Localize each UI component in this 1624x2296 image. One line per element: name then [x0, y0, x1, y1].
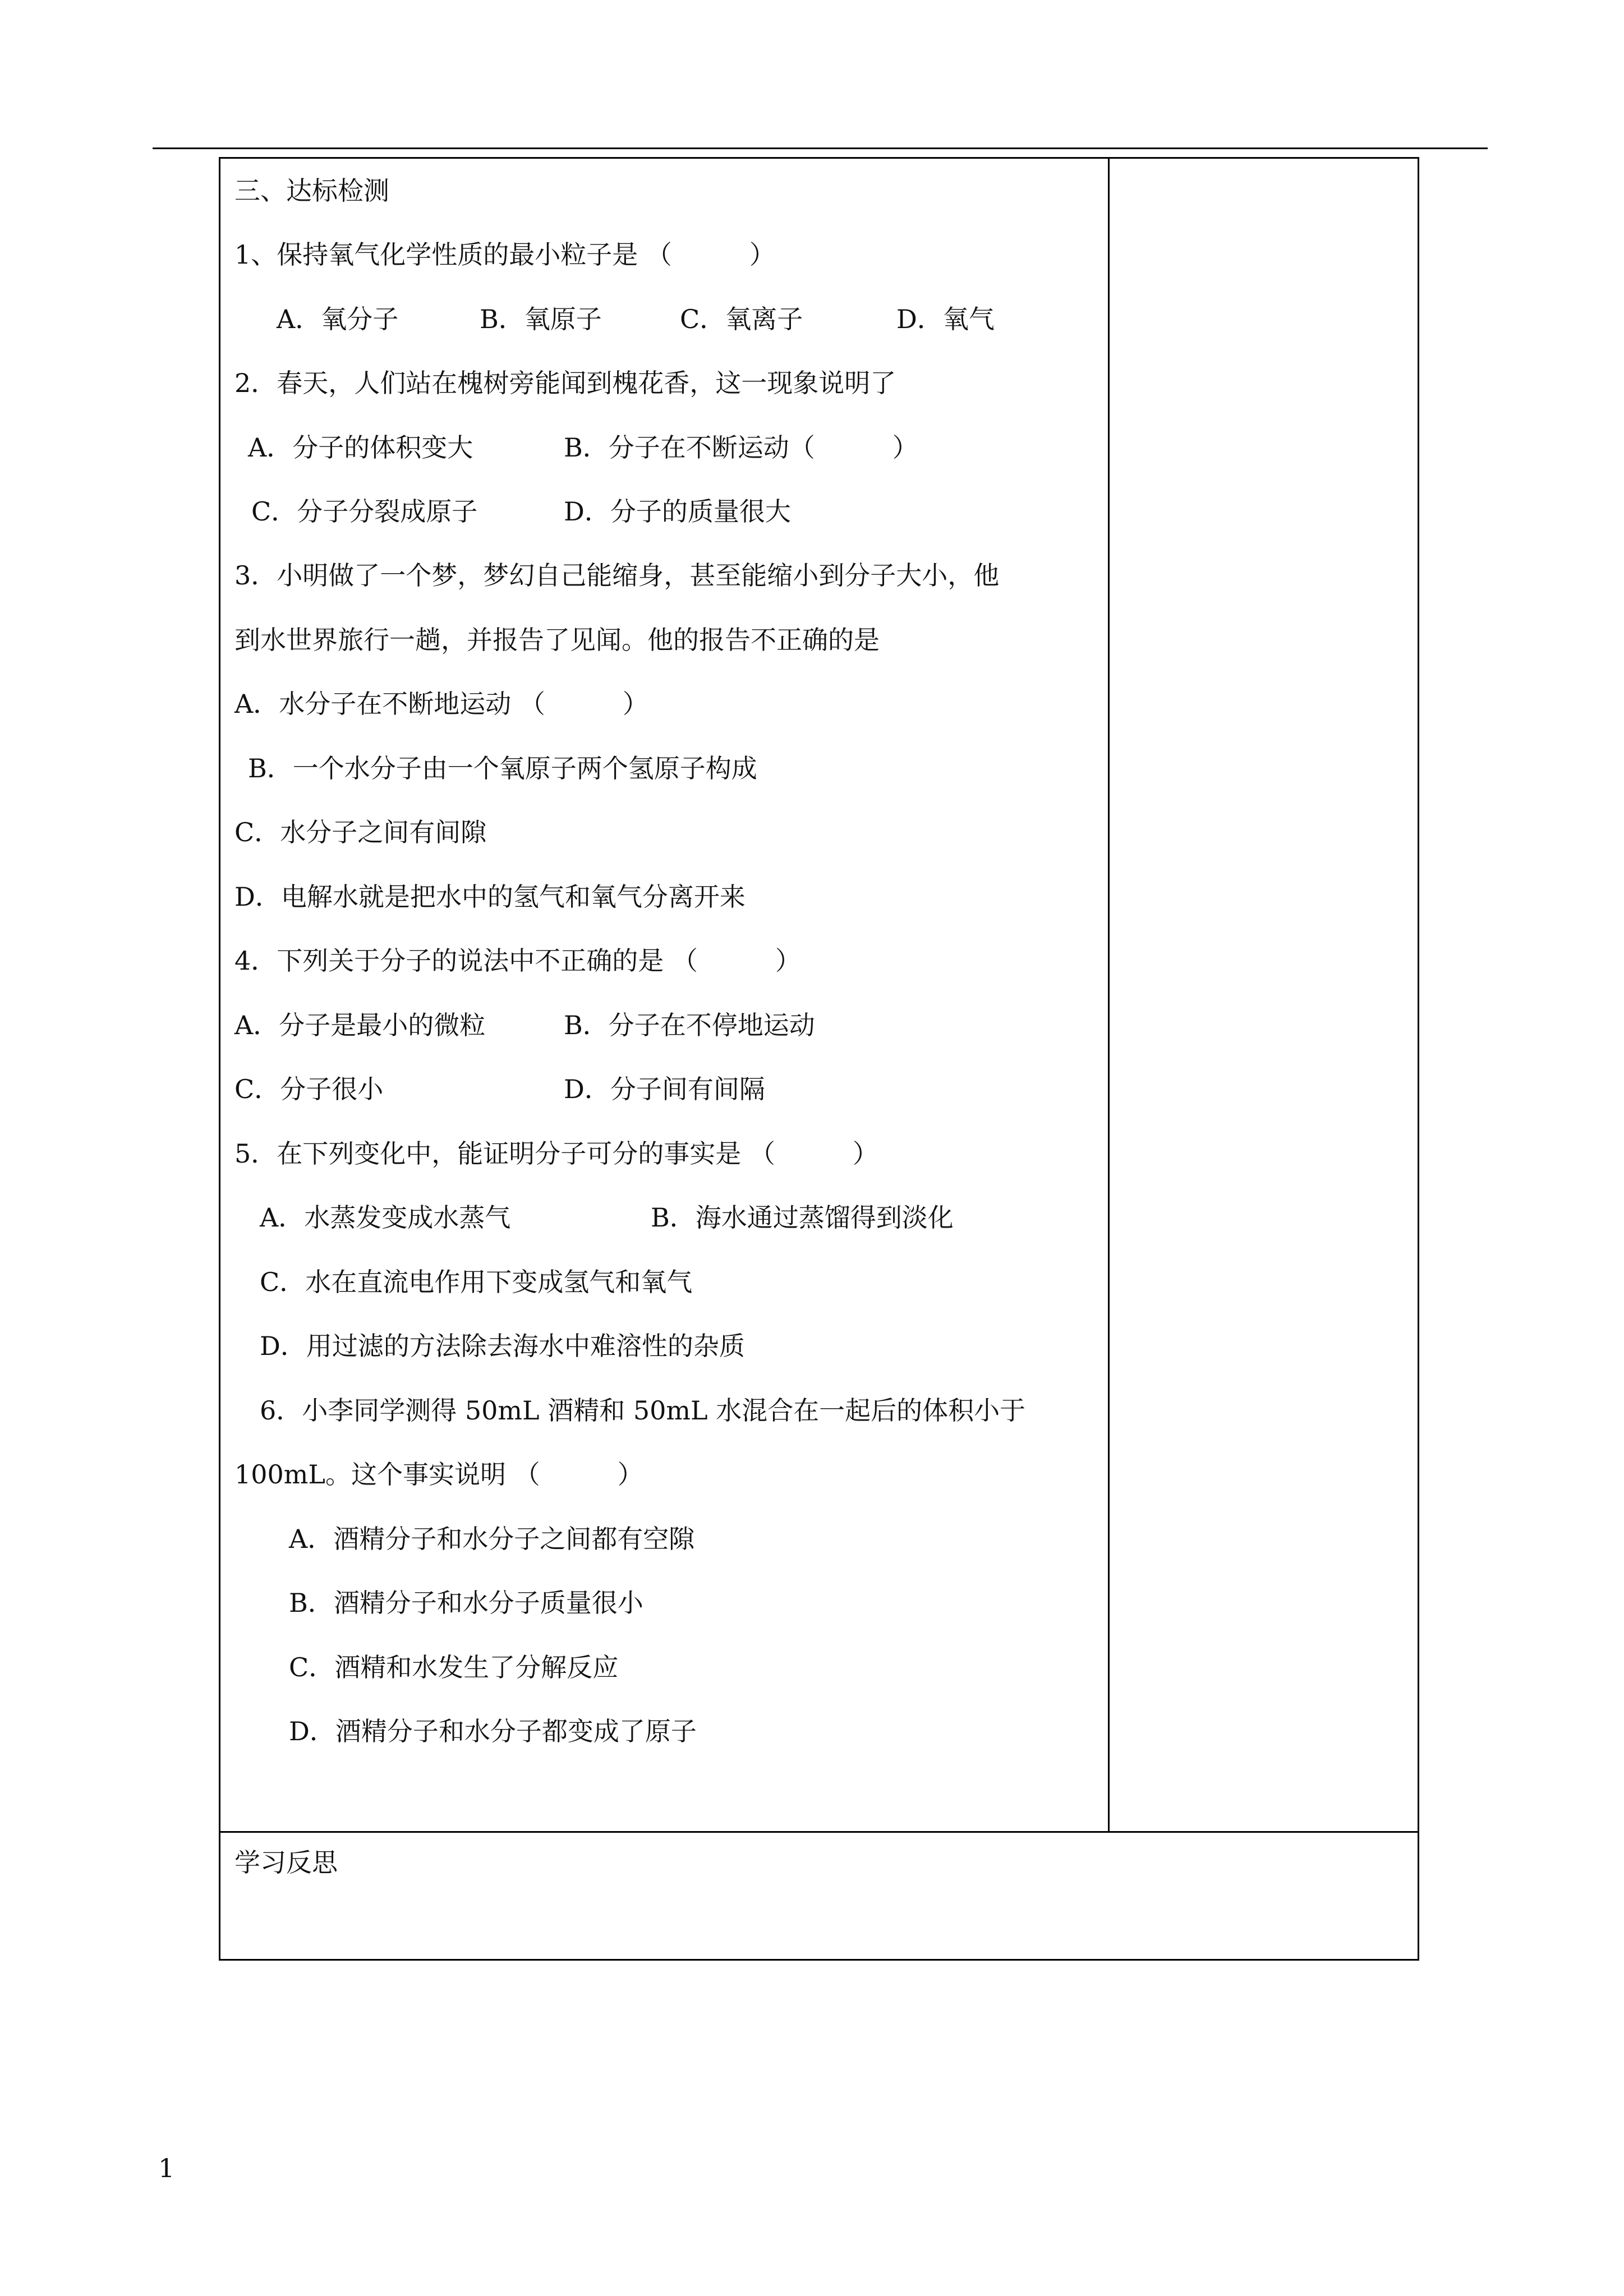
page-number: 1 — [158, 2153, 175, 2183]
reflection-label: 学习反思 — [234, 1847, 338, 1878]
question-4-option-b: B．分子在不停地运动 — [564, 1010, 815, 1040]
header-rule — [153, 147, 1488, 149]
question-3-option-c: C．水分子之间有间隙 — [234, 817, 487, 847]
question-1-option-c: C．氧离子 — [680, 304, 803, 334]
question-2-option-a: A．分子的体积变大 — [248, 432, 473, 463]
question-4-option-c: C．分子很小 — [234, 1074, 384, 1104]
question-6-stem-line-1: 6．小李同学测得 50mL 酒精和 50mL 水混合在一起后的体积小于 — [260, 1395, 1026, 1426]
question-3-option-a: A．水分子在不断地运动 （ ） — [234, 689, 648, 719]
question-6-option-d: D．酒精分子和水分子都变成了原子 — [289, 1716, 697, 1746]
question-4-option-a: A．分子是最小的微粒 — [234, 1010, 486, 1040]
worksheet-table — [219, 157, 1419, 1961]
question-3-stem-line-1: 3．小明做了一个梦，梦幻自己能缩身，甚至能缩小到分子大小，他 — [234, 560, 1000, 591]
question-5-option-c: C．水在直流电作用下变成氢气和氧气 — [260, 1267, 693, 1297]
question-6-stem-line-2: 100mL。这个事实说明 （ ） — [234, 1459, 643, 1490]
question-1-option-a: A．氧分子 — [277, 304, 399, 334]
question-1-stem: 1、保持氧气化学性质的最小粒子是 （ ） — [234, 239, 775, 270]
question-5-option-b: B．海水通过蒸馏得到淡化 — [651, 1202, 954, 1233]
question-2-stem: 2．春天，人们站在槐树旁能闻到槐花香，这一现象说明了 — [234, 368, 896, 398]
question-6-option-c: C．酒精和水发生了分解反应 — [289, 1652, 619, 1682]
question-5-option-a: A．水蒸发变成水蒸气 — [260, 1202, 511, 1233]
question-2-option-c: C．分子分裂成原子 — [251, 496, 478, 527]
section-title: 三、达标检测 — [234, 176, 389, 206]
question-5-option-d: D．用过滤的方法除去海水中难溶性的杂质 — [260, 1331, 745, 1361]
question-4-option-d: D．分子间有间隔 — [564, 1074, 765, 1104]
table-column-divider — [1108, 157, 1110, 1831]
question-3-option-b: B．一个水分子由一个氧原子两个氢原子构成 — [248, 753, 757, 783]
question-2-option-d: D．分子的质量很大 — [564, 496, 791, 527]
question-1-option-d: D．氧气 — [896, 304, 995, 334]
question-4-stem: 4．下列关于分子的说法中不正确的是 （ ） — [234, 946, 801, 976]
question-3-stem-line-2: 到水世界旅行一趟，并报告了见闻。他的报告不正确的是 — [234, 625, 880, 655]
question-3-option-d: D．电解水就是把水中的氢气和氧气分离开来 — [234, 882, 746, 912]
question-2-option-b: B．分子在不断运动（ ） — [564, 432, 918, 463]
question-6-option-a: A．酒精分子和水分子之间都有空隙 — [289, 1524, 695, 1554]
question-5-stem: 5．在下列变化中，能证明分子可分的事实是 （ ） — [234, 1138, 878, 1169]
question-6-option-b: B．酒精分子和水分子质量很小 — [289, 1588, 643, 1618]
table-row-divider — [219, 1831, 1419, 1833]
question-1-option-b: B．氧原子 — [480, 304, 602, 334]
